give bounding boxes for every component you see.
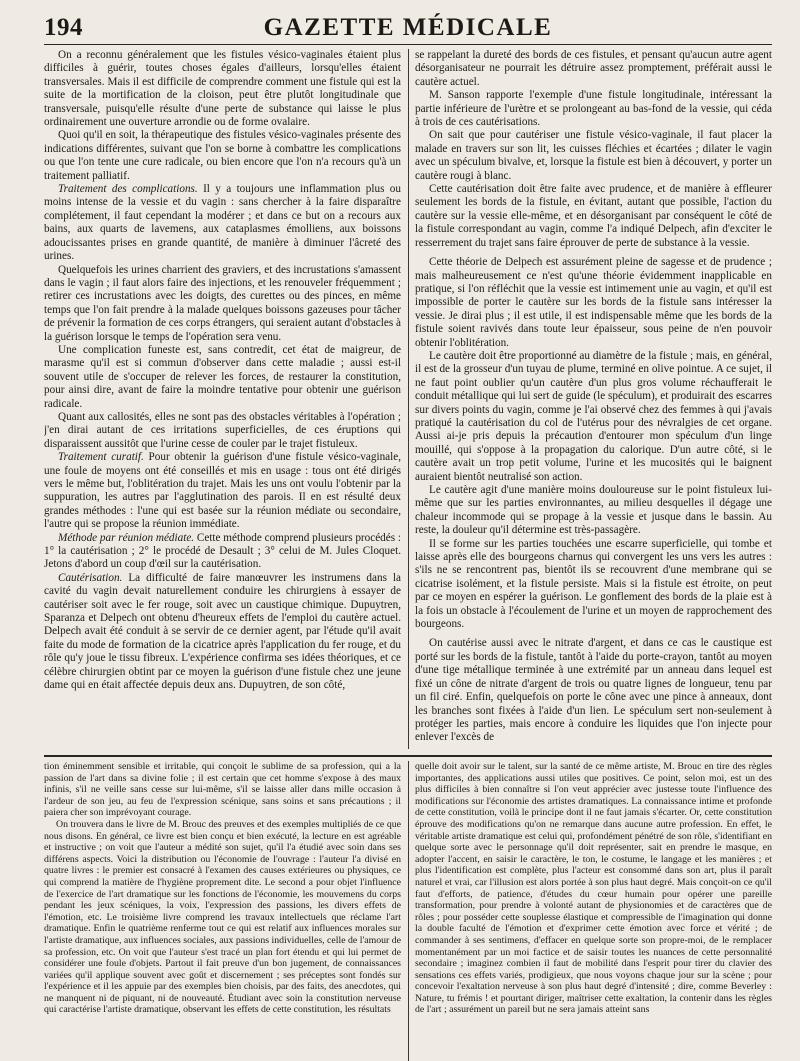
- paragraph-text: Quelquefois les urines charrient des graviers, et des incrustations s'amassent dans le vagin ; il faut alors faire des injections, et les renouveler fréquemment ; retirer ces incrustations avec les doigts, des curettes ou des pinces, en même temps que l'on fait prendre à la malade quelques boissons gazeuses pour tâcher de prévenir la formation de ces corps étrangers, qui seraient autant d'obstacles à la guérison lorsque le temps de l'opération sera venu.: [44, 263, 401, 343]
- paragraph-text: Cette cautérisation doit être faite avec prudence, et de manière à effleurer seulement les bords de la fistule, en évitant, autant que possible, l'action du cautère sur la vessie elle-même, et en désorganisant par conséquent le côté de la fistule correspondant au vagin, comme l'a indiqué Delpech, afin d'exciter le resserrement du trajet sans faire éprouver de perte de substance à la vessie.: [415, 183, 772, 249]
- paragraph-text: Quant aux callosités, elles ne sont pas des obstacles véritables à l'opération ; j'en dirai autant de ces irritations superficielles, de ces éruptions qui disparaissent aussitôt que l'urine cesse de couler par le trajet fistuleux.: [44, 410, 401, 450]
- section-heading: Méthode par réunion médiate.: [58, 531, 195, 544]
- paragraph: [415, 89, 772, 129]
- paragraph: [415, 350, 772, 484]
- feuilleton-divider: [44, 755, 772, 757]
- section-heading: Cautérisation.: [58, 571, 123, 584]
- paragraph-text: Pour obtenir la guérison d'une fistule vésico-vaginale, une foule de moyens ont été conseillés et mis en usage : tous ont été dirigés vers le même but, l'oblitération du trajet. Mais les uns ont voulu l'obtenir par la suppuration, les autres par l'agglutination des parois. Il en est résulté deux grandes méthodes : l'une qui est basée sur la réunion médiate ou secondaire, l'autre qui se propose la réunion immédiate.: [44, 451, 401, 531]
- paragraph-text: La difficulté de faire manœuvrer les instrumens dans la cavité du vagin devait naturellement conduire les chirurgiens à essayer de cautériser soit avec le fer rouge, soit avec un caustique chimique. Dupuytren, Sparanza et Delpech ont obtenu d'heureux effets de l'emploi du cautère actuel. Delpech avait été conduit à se servir de ce dernier agent, par l'étude qu'il avait faite du mode de formation de la cicatrice après l'application du fer rouge, et du rôle qu'y joue le tissu fibreux. L'expérience confirma ses idées théoriques, et ce célèbre chirurgien obtint par ce moyen la guérison d'une fistule chez une jeune dame qui en était affectée depuis deux ans. Dupuytren, de son côté,: [44, 571, 401, 692]
- paragraph-text: tion éminemment sensible et irritable, qui conçoit le sublime de sa profession, qui a la passion de l'art dans sa divine folie ; il est certain que cet homme s'expose à des maux infinis, s'il ne veille sans cesse sur lui-même, s'il se laisse aller dans mille occasion à l'ardeur de son jeu, au feu de l'expression scénique, sans soins et sans précautions ; il paiera cher son imprévoyant courage.: [44, 761, 401, 819]
- paragraph-text: Quoi qu'il en soit, la thérapeutique des fistules vésico-vaginales présente des indications différentes, suivant que l'on se borne à combattre les complications ou que l'on tente une cure radicale, ou bien encore que l'on n'a recours qu'à un traitement palliatif.: [44, 129, 401, 182]
- paragraph: [44, 532, 401, 572]
- paragraph: [44, 761, 401, 819]
- paragraph: [44, 129, 401, 183]
- section-heading: Traitement curatif.: [58, 451, 144, 464]
- paragraph: [415, 761, 772, 1016]
- paragraph-text: On sait que pour cautériser une fistule vésico-vaginale, il faut placer la malade en travers sur son lit, les cuisses fléchies et écartées ; dilater le vagin avec un spéculum bivalve, et, lorsque la fistule est bien à découvert, y porter un cautère rougi à blanc.: [415, 129, 772, 182]
- paragraph: [415, 49, 772, 89]
- paragraph: [415, 637, 772, 744]
- column-divider: [408, 49, 409, 749]
- paragraph: [415, 538, 772, 632]
- paragraph: [44, 264, 401, 344]
- paragraph: [44, 344, 401, 411]
- page-number: 194: [44, 14, 83, 41]
- paragraph: [44, 49, 401, 129]
- paragraph-text: Cette méthode comprend plusieurs procédés : 1° la cautérisation ; 2° le procédé de Desault ; 3° celui de M. Jules Cloquet. Jetons d'abord un coup d'œil sur la cautérisation.: [44, 531, 401, 571]
- paragraph: [44, 183, 401, 263]
- page-header: [44, 8, 772, 45]
- journal-title: GAZETTE MÉDICALE: [263, 14, 553, 41]
- feuilleton-column-right: [415, 761, 772, 1061]
- paragraph-text: Il y a toujours une inflammation plus ou moins intense de la vessie et du vagin : sans chercher à la faire disparaître complétement, il faut cependant la modérer ; et dans ce but on a recours aux bains, aux quarts de lavemens, aux cataplasmes émolliens, aux boissons adoucissantes prises en grande quantité, de manière à diminuer l'âcreté des urines.: [44, 183, 401, 263]
- feuilleton: [44, 761, 772, 1061]
- article-column-right: [415, 49, 772, 749]
- section-heading: Traitement des complications.: [58, 183, 198, 196]
- paragraph: [415, 484, 772, 538]
- paragraph: [415, 129, 772, 183]
- paragraph-text: On cautérise aussi avec le nitrate d'argent, et dans ce cas le caustique est porté sur les bords de la fistule, tantôt à l'aide du porte-crayon, tantôt au moyen d'une tige métallique terminée à une extrémité par un anneau dans lequel est fixé un cône de nitrate d'argent de trois ou quatre lignes de longueur, tenu par un fil ciré. Enfin, quelquefois on porte le cône avec une pince à anneaux, dont les branches sont fixées à l'aide d'un lien. Le spéculum sert non-seulement à protéger les parties, mais encore à conduire les liquides que l'on injecte pour enlever l'excès de: [415, 637, 772, 744]
- feuilleton-column-left: [44, 761, 401, 1061]
- paragraph: [44, 819, 401, 1016]
- paragraph-text: quelle doit avoir sur le talent, sur la santé de ce même artiste, M. Brouc en tire des règles importantes, des applications aussi utiles que positives. Ce point, selon moi, est un des plus difficiles à bien connaître si l'on veut apprécier avec justesse toute l'influence des modifications sur l'économie des artistes dramatiques. La connaissance intime et profonde de cette constitution, voilà le principe dont il ne faut jamais s'écarter. Or, cette constitution éprouve des modifications qu'on ne remarque dans aucune autre profession. En effet, le véritable artiste dramatique est celui qui, profondément pénétré de son rôle, s'identifiant en quelque sorte avec le personnage qu'il doit représenter, sait en prendre le masque, en adopter l'accent, en saisir le caractère, le ton, le costume, le langage et les manières ; et plus l'identification est complète, plus l'acteur est consommé dans son art, plus il paraît naturel et vrai, car l'illusion est alors portée à son plus haut degré. Mais conçoit-on ce qu'il faut d'efforts, de patience, d'études du cœur humain pour opérer une pareille transformation, pour prendre à volonté autant de physionomies et de caractères que de rôles ; pour posséder cette souplesse élastique et compressible de l'imagination qui donne la double faculté de l'émotion et d'exprimer cette émotion avec force et vérité ; de commander à ses sentimens, d'effacer en quelque sorte son propre-moi, de le remplacer momentanément par un moi factice et de saisir toutes les nuances de cette personnalité secondaire ; imaginez combien il faut de mobilité dans l'esprit pour tirer du clavier des sensations ces effets variés, prodigieux, que nous voyons chaque jour sur la scène ; pour concevoir l'exaltation nerveuse à son plus haut degré d'intensité ; dire, comme Beverley : Nature, tu frémis ! et pourtant diriger, maîtriser cette exaltation, la contenir dans les règles de l'art ; assurément un pareil but ne sera jamais atteint sans: [415, 761, 772, 1016]
- paragraph: [415, 183, 772, 250]
- paragraph: [44, 572, 401, 693]
- paragraph: [44, 451, 401, 531]
- main-article: [44, 49, 772, 749]
- paragraph-text: Une complication funeste est, sans contredit, cet état de maigreur, de marasme qu'il est si commun d'observer dans cette maladie ; aussi est-il souvent utile de s'occuper de relever les forces, de restaurer la constitution, pour ainsi dire, avant de faire la moindre tentative pour obtenir une guérison radicale.: [44, 343, 401, 410]
- paragraph-text: On trouvera dans le livre de M. Brouc des preuves et des exemples multipliés de ce que nous disons. En général, ce livre est bien conçu et bien exécuté, la lecture en est agréable et instructive ; on voit que l'auteur a médité son sujet, qu'il l'a étudié avec soin dans ses différens aspects. Voici la distribution ou l'économie de l'ouvrage : l'auteur l'a divisé en quatre livres : le premier est consacré à l'examen des causes extérieures ou physiques, ce qui comprend la matière de l'hygiène proprement dite. Le second a pour objet l'influence de l'exercice de l'art dramatique sur les fonctions de l'économie, les mouvemens du corps pendant les jeux scéniques, la voix, l'expression des passions, les divers effets de l'émotion, etc. Le troisième livre comprend les travaux intellectuels que réclame l'art dramatique. Enfin le quatrième renferme tout ce qui est relatif aux influences morales sur l'artiste dramatique, aux influences sociales, aux passions individuelles, celle de l'amour de sa profession, etc. On voit que l'auteur s'est tracé un plan fort étendu et qui lui permet de considérer une foule d'objets. Partout il fait preuve d'un bon jugement, de connaissances variées qu'il applique souvent avec goût et discernement ; ses préceptes sont fondés sur l'expérience et il les appuie par des exemples bien choisis, par des faits, des anecdotes, qui ne manquent ni de piquant, ni de nouveauté. Étudiant avec soin la constitution nerveuse qui caractérise l'artiste dramatique, observant les effets de cette constitution, les résultats: [44, 818, 401, 1016]
- paragraph: [44, 411, 401, 451]
- paragraph-text: On a reconnu généralement que les fistules vésico-vaginales étaient plus difficiles à guérir, toutes choses égales d'ailleurs, lorsqu'elles étaient transversales. Mais il est difficile de comprendre comment une fistule qui est la suite de la mortification de la cloison, peut être plutôt longitudinale que transversale, puisqu'elle résulte d'une perte de substance qui laisse le plus ordinairement une ouverture arrondie ou de forme ovalaire.: [44, 49, 401, 129]
- paragraph-text: Il se forme sur les parties touchées une escarre superficielle, qui tombe et laisse après elle des bourgeons charnus qui convergent les uns vers les autres : s'ils ne se rencontrent pas, bientôt ils se recouvrent d'une membrane qui se cicatrise isolément, et la fistule persiste. Mais si la fistule est étroite, on peut par ce moyen en espérer la guérison. Le gonflement des bords de la plaie est à la fois un obstacle à l'écoulement de l'urine et un moyen de rapprochement des bourgeons.: [415, 537, 772, 631]
- feuilleton-column-divider: [408, 761, 409, 1061]
- paragraph-text: se rappelant la dureté des bords de ces fistules, et pensant qu'aucun autre agent désorganisateur ne pourrait les détruire assez promptement, préférait aussi le cautère actuel.: [415, 49, 772, 88]
- paragraph-text: Cette théorie de Delpech est assurément pleine de sagesse et de prudence ; mais malheureusement ce n'est qu'une théorie évidemment inapplicable en pratique, si l'on réfléchit que la vessie est intimement unie au vagin, et qu'il est impossible de porter le cautère sur les bords de la fistule sans intéresser la vessie. Je dirai plus ; il est utile, il est indispensable même que les bords de la fistule soient ravivés dans toute leur épaisseur, sous peine de n'en pouvoir obtenir l'oblitération.: [415, 256, 772, 349]
- article-column-left: [44, 49, 401, 749]
- paragraph-text: Le cautère doit être proportionné au diamètre de la fistule ; mais, en général, il est de la grosseur d'un tuyau de plume, terminé en olive pointue. A ce sujet, il ne faut point oublier qu'un cautère d'un plus gros volume réchaufferait le conduit métallique qui lui sert de guide (le spéculum), et produirait des escarres sur divers points du vagin, comme je l'ai observé chez des femmes à qui j'avais pratiqué la cautérisation du col de l'utérus pour des névralgies de cet organe. Aussi ai-je pris depuis la précaution d'entourer mon spéculum d'un linge mouillé, qui s'oppose à la propagation du calorique. D'un autre côté, si le cautère avait un trop petit volume, l'urine et les mucosités qui le baignent auraient bientôt neutralisé son action.: [415, 349, 772, 483]
- paragraph: [415, 256, 772, 350]
- paragraph-text: M. Sanson rapporte l'exemple d'une fistule longitudinale, intéressant la partie inférieure de l'urètre et se prolongeant au bas-fond de la vessie, qui céda à trois de ces cautérisations.: [415, 89, 772, 129]
- paragraph-text: Le cautère agit d'une manière moins douloureuse sur le point fistuleux lui-même que sur les parties environnantes, au milieu desquelles il dégage une chaleur incommode qui se propage à la vessie et jusque dans le bassin. Au reste, la douleur qu'il détermine est très-passagère.: [415, 484, 772, 537]
